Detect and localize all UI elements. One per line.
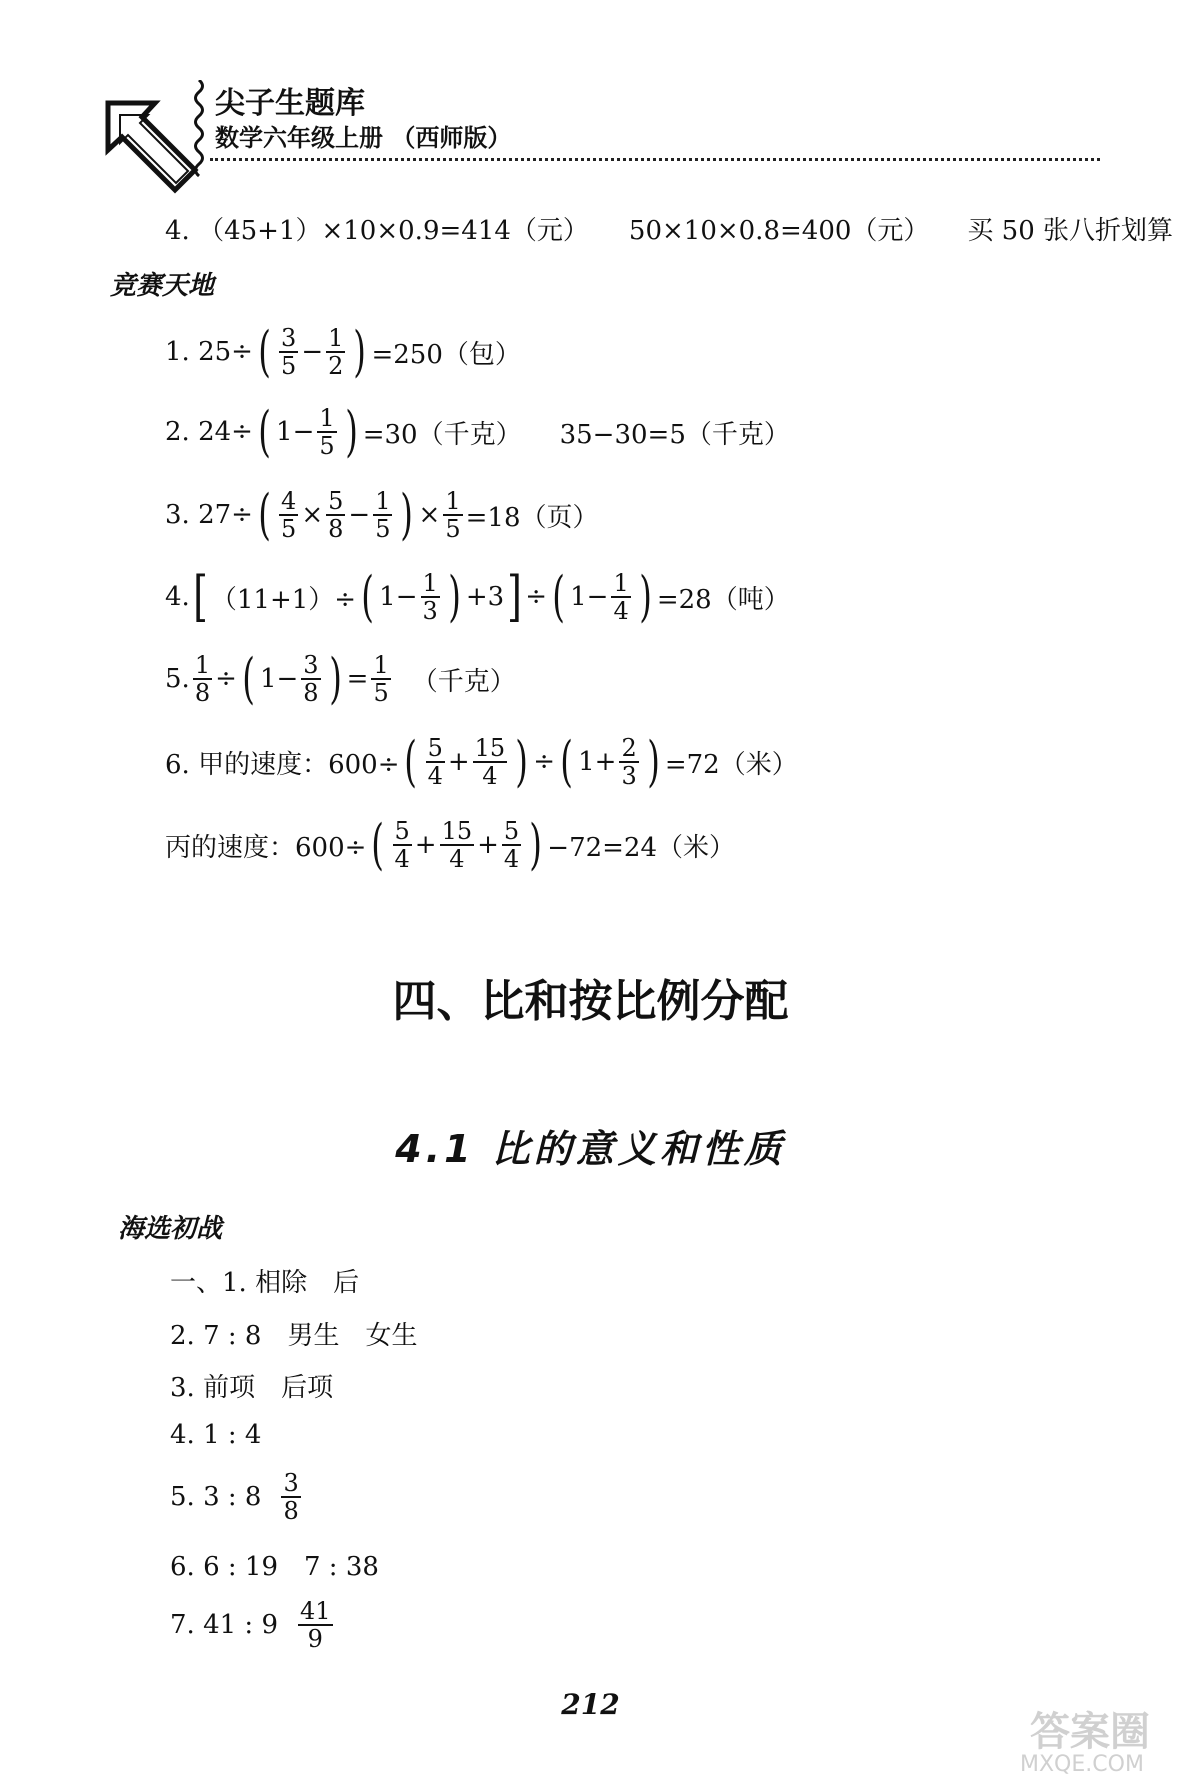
expr-text: =18（页） bbox=[465, 502, 599, 533]
paren-left: ( bbox=[258, 483, 271, 547]
expr-text: 3. 27÷ bbox=[165, 500, 253, 531]
fraction bbox=[393, 818, 412, 873]
numerator: 1 bbox=[328, 324, 344, 352]
chapter-title: 四、比和按比例分配 bbox=[392, 976, 789, 1027]
section-heading-preliminary: 海选初战 bbox=[118, 1214, 223, 1244]
fraction bbox=[317, 405, 336, 460]
numerator: 4 bbox=[281, 487, 297, 515]
operator: + bbox=[477, 830, 499, 861]
expr-text: （千克） bbox=[411, 666, 516, 697]
answer-line-q6 bbox=[165, 730, 798, 794]
expr-text: 1+ bbox=[578, 747, 617, 778]
denominator: 4 bbox=[449, 845, 465, 874]
denominator: 4 bbox=[427, 762, 443, 791]
denominator: 9 bbox=[307, 1625, 323, 1654]
page-number: 212 bbox=[561, 1688, 620, 1721]
paren-right: ) bbox=[529, 813, 543, 877]
operator: = bbox=[346, 664, 369, 695]
answer-text: 买 50 张八折划算 bbox=[967, 216, 1174, 246]
expr-text: 4. bbox=[165, 582, 190, 613]
numerator: 5 bbox=[328, 487, 344, 515]
expr-text: =72（米） bbox=[664, 749, 798, 780]
paren-left: ( bbox=[258, 400, 271, 464]
fraction bbox=[421, 570, 440, 625]
paren-left: ( bbox=[371, 813, 385, 877]
numerator: 1 bbox=[319, 404, 335, 432]
denominator: 4 bbox=[503, 845, 520, 874]
numerator: 3 bbox=[281, 324, 297, 352]
paren-right: ) bbox=[353, 320, 367, 384]
paren-left: ( bbox=[361, 565, 374, 629]
operator: ÷ bbox=[215, 664, 237, 695]
header-divider bbox=[210, 158, 1100, 161]
fraction bbox=[443, 488, 462, 543]
operator: − bbox=[348, 500, 371, 531]
book-title: 尖子生题库 bbox=[215, 86, 365, 121]
fraction bbox=[611, 570, 630, 625]
operator: − bbox=[301, 337, 324, 368]
paren-right: ) bbox=[638, 565, 652, 629]
expr-text: =28（吨） bbox=[656, 584, 790, 615]
denominator: 4 bbox=[613, 597, 629, 626]
denominator: 4 bbox=[482, 762, 498, 791]
numerator: 1 bbox=[422, 569, 438, 597]
watermark-url: MXQE.COM bbox=[1020, 1752, 1144, 1777]
numerator: 1 bbox=[613, 569, 629, 597]
expr-text: 6. 甲的速度：600÷ bbox=[165, 749, 400, 780]
paren-left: ( bbox=[258, 320, 271, 384]
expr-text: 5. 3 : 8 bbox=[170, 1482, 262, 1513]
answer-line: 一、1. 相除 后 bbox=[170, 1268, 360, 1298]
operator: × bbox=[418, 500, 441, 531]
answer-line-q7 bbox=[165, 813, 736, 877]
paren-right: ) bbox=[400, 483, 414, 547]
paren-right: ) bbox=[344, 400, 358, 464]
paren-right: ) bbox=[646, 730, 660, 794]
book-subtitle: 数学六年级上册 （西师版） bbox=[215, 124, 512, 152]
denominator: 8 bbox=[303, 679, 319, 708]
expr-text: 2. 24÷ bbox=[165, 417, 253, 448]
denominator: 8 bbox=[328, 515, 344, 544]
paren-left: ( bbox=[560, 730, 573, 794]
expr-text: 7. 41 : 9 bbox=[170, 1610, 278, 1641]
denominator: 5 bbox=[373, 679, 389, 708]
numerator: 41 bbox=[300, 1597, 331, 1625]
answer-line: 2. 7 : 8 男生 女生 bbox=[170, 1321, 418, 1351]
answer-line-q5 bbox=[165, 647, 516, 711]
numerator: 3 bbox=[283, 1469, 299, 1497]
answer-text: 50×10×0.8=400（元） bbox=[628, 216, 930, 246]
fraction bbox=[279, 488, 298, 543]
bracket-right: ] bbox=[507, 565, 523, 629]
answer-line-5 bbox=[170, 1470, 304, 1525]
numerator: 1 bbox=[373, 651, 389, 679]
numerator: 1 bbox=[445, 487, 461, 515]
fraction bbox=[326, 325, 345, 380]
fraction bbox=[473, 735, 508, 790]
operator: ÷ bbox=[525, 582, 548, 613]
section-heading-competition: 竞赛天地 bbox=[110, 271, 215, 301]
numerator: 1 bbox=[375, 487, 391, 515]
fraction bbox=[301, 652, 320, 707]
denominator: 2 bbox=[328, 352, 344, 381]
paren-right: ) bbox=[515, 730, 529, 794]
arrow-logo-icon bbox=[100, 95, 200, 195]
denominator: 8 bbox=[283, 1497, 299, 1526]
numerator: 5 bbox=[503, 817, 520, 845]
expr-text: 35−30=5（千克） bbox=[559, 419, 790, 450]
expr-text: 1− bbox=[379, 582, 418, 613]
expr-text: 1− bbox=[259, 664, 299, 695]
expr-text: 5. bbox=[165, 664, 190, 695]
fraction bbox=[371, 652, 390, 707]
fraction bbox=[326, 488, 345, 543]
operator: + bbox=[414, 830, 437, 861]
expr-text: 1. 25÷ bbox=[165, 337, 253, 368]
expr-text: =30（千克） bbox=[362, 419, 522, 450]
answer-line: 3. 前项 后项 bbox=[170, 1373, 334, 1403]
answer-line-7 bbox=[170, 1598, 336, 1653]
expr-text: =250（包） bbox=[371, 339, 521, 370]
expr-text: −72=24（米） bbox=[547, 832, 736, 863]
denominator: 5 bbox=[281, 515, 297, 544]
bracket-left: [ bbox=[192, 565, 208, 629]
fraction bbox=[426, 735, 445, 790]
paren-left: ( bbox=[242, 647, 255, 711]
answer-line-4 bbox=[165, 210, 1173, 247]
denominator: 8 bbox=[194, 679, 211, 708]
operator: + bbox=[447, 747, 470, 778]
numerator: 5 bbox=[394, 817, 410, 845]
operator: ÷ bbox=[533, 747, 556, 778]
numerator: 1 bbox=[194, 651, 211, 679]
numerator: 5 bbox=[427, 734, 443, 762]
answer-text: 4. （45+1）×10×0.9=414（元） bbox=[165, 216, 589, 246]
fraction bbox=[281, 1470, 300, 1525]
answer-line-q1 bbox=[165, 320, 521, 384]
answer-line-q3 bbox=[165, 483, 599, 547]
operator: × bbox=[301, 500, 324, 531]
paren-right: ) bbox=[447, 565, 461, 629]
expr-text: 1− bbox=[276, 417, 315, 448]
numerator: 15 bbox=[474, 734, 506, 762]
denominator: 3 bbox=[422, 597, 438, 626]
paren-right: ) bbox=[328, 647, 342, 711]
fraction bbox=[502, 818, 521, 873]
answer-line: 4. 1 : 4 bbox=[170, 1420, 262, 1450]
numerator: 3 bbox=[303, 651, 319, 679]
denominator: 5 bbox=[319, 432, 335, 461]
watermark-logo: 答案圈 bbox=[1030, 1709, 1150, 1755]
fraction bbox=[619, 735, 638, 790]
paren-left: ( bbox=[404, 730, 418, 794]
denominator: 3 bbox=[621, 762, 637, 791]
fraction bbox=[193, 652, 212, 707]
expr-text: 1− bbox=[570, 582, 609, 613]
fraction bbox=[373, 488, 392, 543]
fraction bbox=[279, 325, 298, 380]
expr-text: （11+1）÷ bbox=[210, 584, 357, 615]
numerator: 2 bbox=[621, 734, 637, 762]
fraction bbox=[298, 1598, 333, 1653]
numerator: 15 bbox=[441, 817, 473, 845]
denominator: 4 bbox=[394, 845, 410, 874]
denominator: 5 bbox=[281, 352, 297, 381]
expr-text: +3 bbox=[465, 582, 505, 613]
fraction bbox=[440, 818, 475, 873]
expr-text: 丙的速度：600÷ bbox=[165, 832, 367, 863]
answer-line-q2 bbox=[165, 400, 790, 464]
wave-divider-icon bbox=[192, 80, 206, 180]
paren-left: ( bbox=[552, 565, 565, 629]
denominator: 5 bbox=[445, 515, 461, 544]
answer-line: 6. 6 : 19 7 : 38 bbox=[170, 1552, 379, 1582]
subchapter-title: 4.1 比的意义和性质 bbox=[395, 1127, 786, 1171]
denominator: 5 bbox=[375, 515, 391, 544]
answer-line-q4 bbox=[165, 565, 790, 629]
